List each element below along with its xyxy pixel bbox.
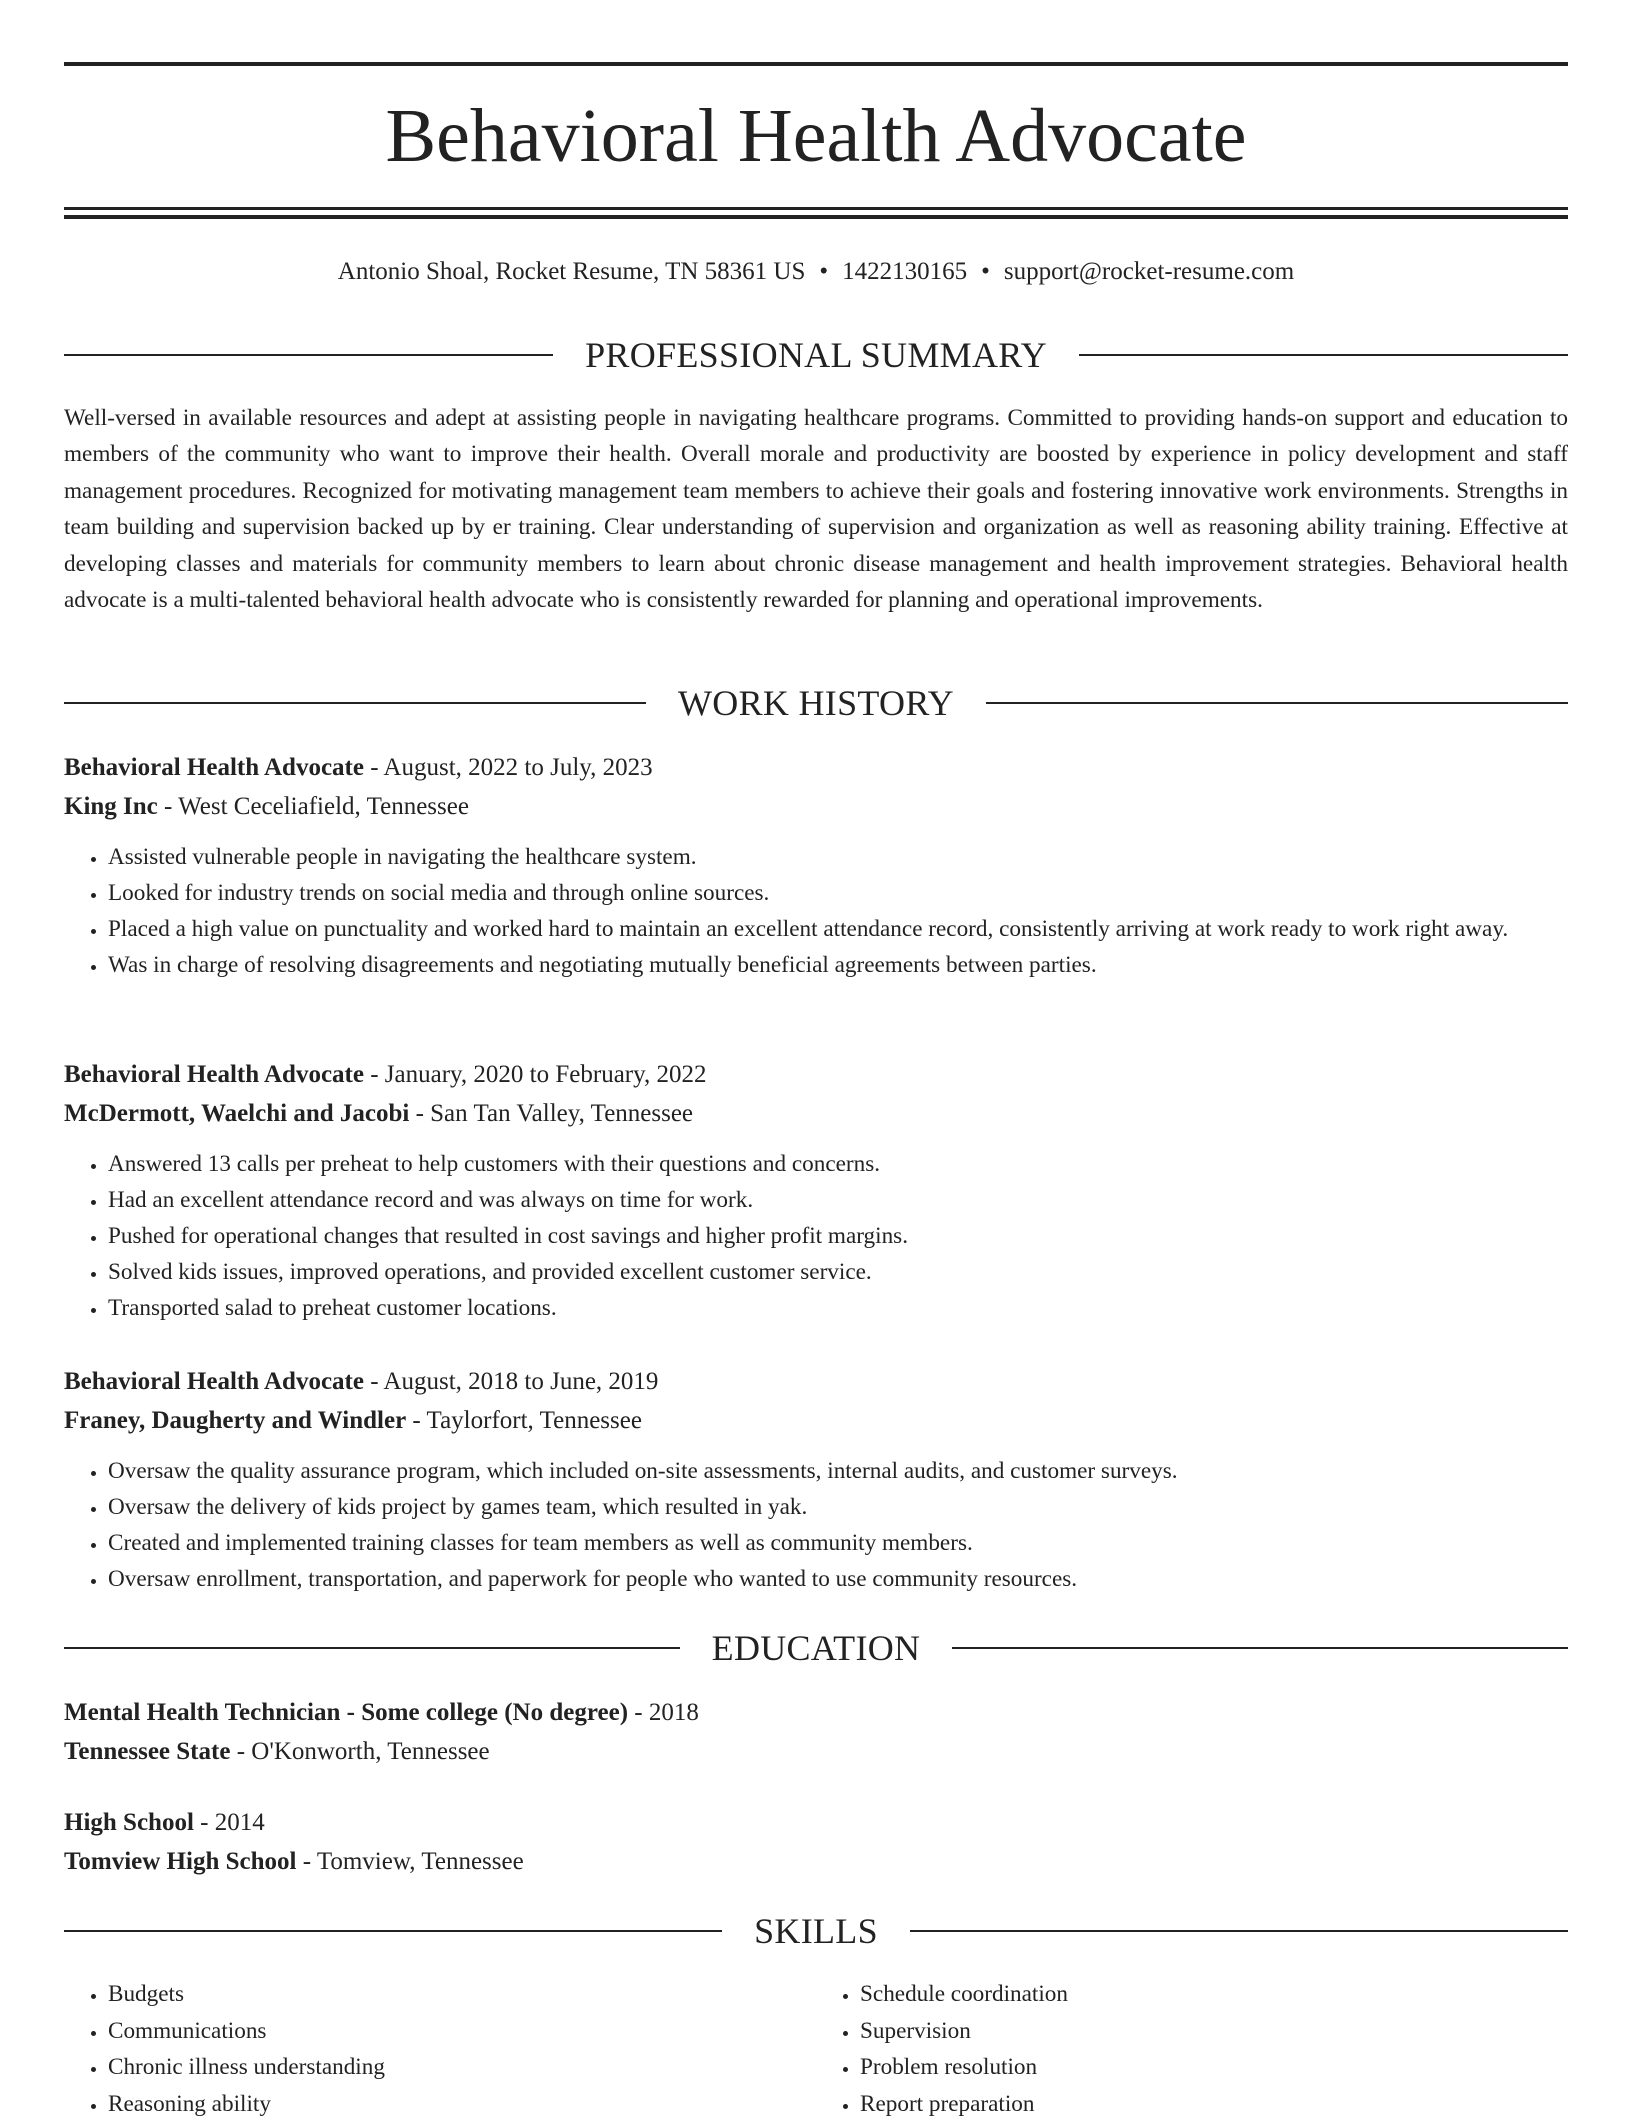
job-title: Behavioral Health Advocate [64, 1368, 364, 1395]
skill-item: • Chronic illness understanding [108, 2049, 816, 2086]
job-title: Behavioral Health Advocate [64, 754, 364, 781]
job-entry [64, 748, 1568, 983]
section-title: SKILLS [754, 1911, 878, 1951]
job-duty: • Answered 13 calls per preheat to help customers with their questions and concerns. [108, 1146, 1568, 1182]
job-company: McDermott, Waelchi and Jacobi [64, 1100, 410, 1127]
section-heading-education [64, 1628, 1568, 1668]
job-title-line [64, 1055, 1568, 1094]
job-title-line [64, 748, 1568, 787]
job-title-line [64, 1362, 1568, 1401]
job-duty: • Oversaw the quality assurance program, which included on-site assessments, internal audits, and customer surveys. [108, 1453, 1568, 1489]
job-company: King Inc [64, 793, 158, 820]
job-duties-list [64, 839, 1568, 983]
heading-rule [64, 1930, 722, 1932]
contact-separator: • [981, 258, 990, 285]
summary-text: Well-versed in available resources and adept at assisting people in navigating healthcare programs. Committed to providing hands-on support and education to members of the community who want to improve their health. Overall morale and productivity are boosted by experience in policy development and staff management procedures. Recognized for motivating management team members to achieve their goals and fostering innovative work environments. Strengths in team building and supervision backed up by er training. Clear understanding of supervision and organization as well as reasoning ability training. Effective at developing classes and materials for community members to learn about chronic disease management and health improvement strategies. Behavioral health advocate is a multi-talented behavioral health advocate who is consistently rewarded for planning and operational improvements. [64, 405, 1568, 614]
section-heading-work-history [64, 683, 1568, 723]
skill-item: • Schedule coordination [860, 1976, 1568, 2013]
skills-list-right [816, 1976, 1568, 2122]
job-duty: • Transported salad to preheat customer locations. [108, 1290, 1568, 1326]
job-duty: • Assisted vulnerable people in navigating the healthcare system. [108, 839, 1568, 875]
job-company-line [64, 1401, 1568, 1440]
contact-line [64, 254, 1568, 290]
contact-address: Antonio Shoal, Rocket Resume, TN 58361 US [337, 258, 806, 285]
degree-line [64, 1693, 1568, 1732]
heading-rule [910, 1930, 1568, 1932]
heading-rule [64, 702, 646, 704]
double-rule-top [64, 207, 1568, 210]
skill-item: • Problem resolution [860, 2049, 1568, 2086]
school-location: - O'Konworth, Tennessee [230, 1738, 490, 1765]
degree-year: - 2014 [193, 1809, 265, 1836]
contact-separator: • [819, 258, 829, 285]
education-entry [64, 1803, 1568, 1881]
school-line [64, 1732, 1568, 1771]
degree-name: High School [64, 1809, 194, 1836]
degree-name: Mental Health Technician - Some college (No degree) [64, 1699, 629, 1726]
heading-rule [986, 702, 1568, 704]
job-location: - Taylorfort, Tennessee [406, 1407, 642, 1434]
job-duties-list [64, 1146, 1568, 1326]
skills-columns [64, 1976, 1568, 2122]
contact-email: support@rocket-resume.com [1003, 258, 1295, 285]
section-heading-skills [64, 1911, 1568, 1951]
degree-year: - 2018 [628, 1699, 699, 1726]
job-duty: • Placed a high value on punctuality and worked hard to maintain an excellent attendance record, consistently arriving at work ready to work right away. [108, 911, 1568, 947]
resume-title: Behavioral Health Advocate [385, 94, 1247, 178]
job-company-line [64, 1094, 1568, 1133]
job-duty: • Oversaw the delivery of kids project by games team, which resulted in yak. [108, 1489, 1568, 1525]
section-title: WORK HISTORY [678, 683, 954, 723]
school-name: Tomview High School [64, 1848, 297, 1875]
job-dates: - August, 2022 to July, 2023 [363, 754, 653, 781]
job-duties-list [64, 1453, 1568, 1597]
education-entry [64, 1693, 1568, 1771]
double-rule-bottom [64, 215, 1568, 219]
job-entry [64, 1362, 1568, 1597]
skill-item: • Communications [108, 2013, 816, 2050]
school-location: - Tomview, Tennessee [296, 1848, 524, 1875]
job-company: Franey, Daugherty and Windler [64, 1407, 407, 1434]
heading-rule [952, 1647, 1568, 1649]
heading-rule [64, 354, 553, 356]
skill-item: • Reasoning ability [108, 2086, 816, 2123]
job-duty: • Pushed for operational changes that resulted in cost savings and higher profit margins. [108, 1218, 1568, 1254]
job-location: - San Tan Valley, Tennessee [409, 1100, 694, 1127]
job-entry [64, 1055, 1568, 1326]
job-dates: - August, 2018 to June, 2019 [363, 1368, 659, 1395]
job-company-line [64, 787, 1568, 826]
school-line [64, 1842, 1568, 1881]
job-duty: • Solved kids issues, improved operations, and provided excellent customer service. [108, 1254, 1568, 1290]
skill-item: • Budgets [108, 1976, 816, 2013]
section-title: EDUCATION [711, 1628, 921, 1668]
skill-item: • Report preparation [860, 2086, 1568, 2123]
heading-rule [64, 1647, 680, 1649]
job-duty: • Created and implemented training classes for team members as well as community members. [108, 1525, 1568, 1561]
skills-list-left [64, 1976, 816, 2122]
degree-line [64, 1803, 1568, 1842]
job-location: - West Ceceliafield, Tennessee [157, 793, 469, 820]
top-rule [64, 62, 1568, 66]
job-duty: • Looked for industry trends on social media and through online sources. [108, 875, 1568, 911]
section-title: PROFESSIONAL SUMMARY [585, 335, 1047, 375]
job-duty: • Had an excellent attendance record and was always on time for work. [108, 1182, 1568, 1218]
heading-rule [1079, 354, 1568, 356]
job-duty: • Oversaw enrollment, transportation, and paperwork for people who wanted to use community resources. [108, 1561, 1568, 1597]
section-heading-summary [64, 335, 1568, 375]
job-title: Behavioral Health Advocate [64, 1061, 364, 1088]
school-name: Tennessee State [64, 1738, 231, 1765]
job-dates: - January, 2020 to February, 2022 [363, 1061, 707, 1088]
contact-phone: 1422130165 [842, 258, 968, 285]
job-duty: • Was in charge of resolving disagreements and negotiating mutually beneficial agreements between parties. [108, 947, 1568, 983]
skill-item: • Supervision [860, 2013, 1568, 2050]
